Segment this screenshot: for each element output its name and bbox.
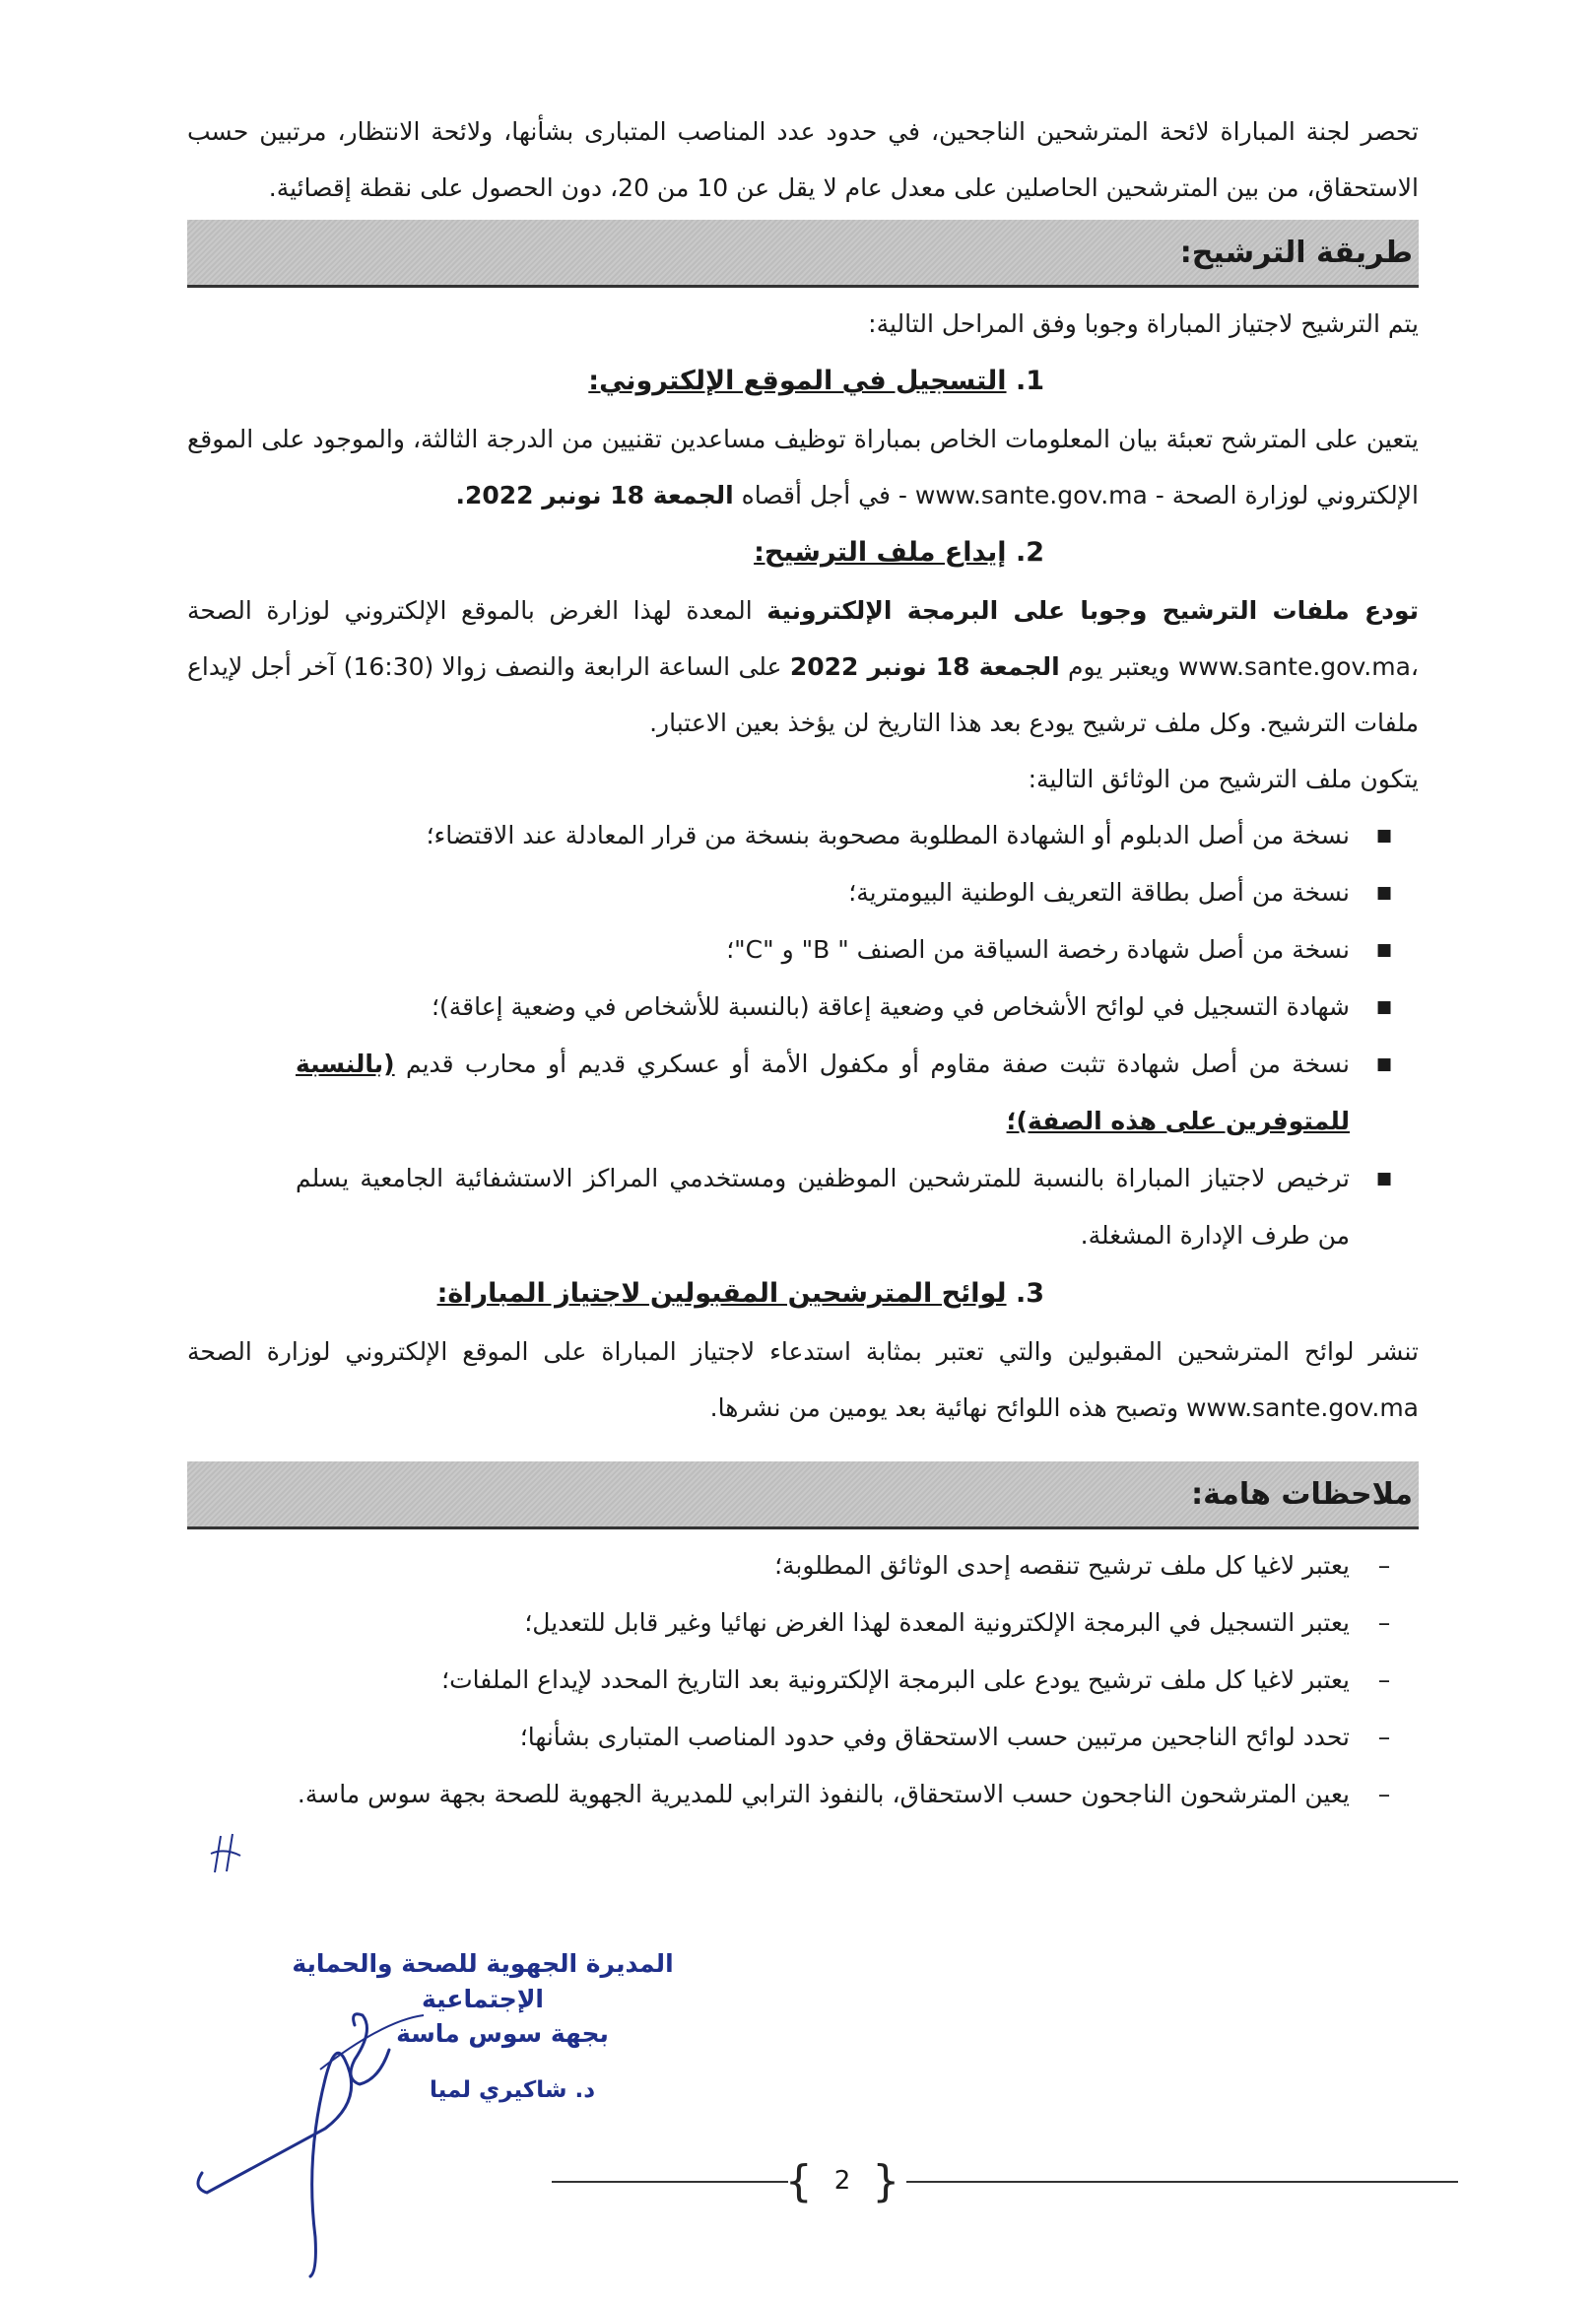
- document-item: [187, 1036, 1350, 1150]
- handwritten-signature: [187, 1991, 443, 2286]
- step-1-text-a: يتعين على المترشح تعبئة بيان المعلومات الخاص بمباراة توظيف مساعدين تقنيين من الدرجة الثالثة، والموجود على الموقع الإلكتروني لوزارة الصحة -: [187, 425, 1419, 509]
- step-1-text-b: - في أجل أقصاه: [741, 481, 907, 509]
- step-1-text: [187, 411, 1419, 523]
- note-item: يعتبر لاغيا كل ملف ترشيح تنقصه إحدى الوثائق المطلوبة؛: [774, 1551, 1350, 1580]
- list-item: [187, 1766, 1419, 1823]
- step-number: 3.: [1015, 1278, 1044, 1309]
- step-2-heading: [187, 523, 1419, 582]
- website-link[interactable]: www.sante.gov.ma: [1186, 1393, 1419, 1422]
- stamp-title: المديرة الجهوية للصحة والحماية الإجتماعية: [292, 1949, 674, 2013]
- document-item: ترخيص لاجتياز المباراة بالنسبة للمترشحين الموظفين ومستخدمي المراكز الاستشفائية الجامعية يسلم من طرف الإدارة المشغلة.: [296, 1164, 1350, 1250]
- document-body: [187, 103, 1419, 1823]
- document-item-note: (بالنسبة للمتوفرين على هذه الصفة)؛: [296, 1050, 1350, 1135]
- square-bullet-icon: ■: [1375, 997, 1393, 1017]
- bracket-right-icon: }: [784, 2155, 813, 2206]
- stamp-region: بجهة سوس ماسة: [396, 2019, 609, 2048]
- step-3-heading: [187, 1264, 1419, 1323]
- step-3-text: [187, 1323, 1419, 1436]
- step-2-text-b: ويعتبر يوم: [1067, 652, 1170, 681]
- step-2-deadline: الجمعة 18 نونبر 2022: [789, 652, 1060, 681]
- step-number: 1.: [1015, 366, 1044, 396]
- candidacy-intro: يتم الترشيح لاجتياز المباراة وجوبا وفق المراحل التالية:: [868, 309, 1419, 338]
- list-item: [187, 1709, 1419, 1766]
- bracket-left-icon: {: [872, 2155, 900, 2206]
- initials-mark: [207, 1828, 246, 1877]
- notes-list: [187, 1537, 1419, 1823]
- document-item: نسخة من أصل شهادة رخصة السياقة من الصنف " B" و "C"؛: [726, 935, 1350, 964]
- step-3-text-a: تنشر لوائح المترشحين المقبولين والتي تعتبر بمثابة استدعاء لاجتياز المباراة على الموقع الإلكتروني لوزارة الصحة: [187, 1337, 1419, 1366]
- square-bullet-icon: ■: [1375, 1054, 1393, 1074]
- step-3-text-b: وتصبح هذه اللوائح نهائية بعد يومين من نشرها.: [709, 1393, 1179, 1422]
- square-bullet-icon: ■: [1375, 1169, 1393, 1188]
- list-item: [187, 1652, 1419, 1709]
- documents-list: [187, 807, 1419, 1264]
- step-2-text-c: على الساعة الرابعة والنصف زوالا (16:30) آخر أجل لإيداع ملفات الترشيح. وكل ملف ترشيح يودع بعد هذا التاريخ لن يؤخذ بعين الاعتبار.: [187, 652, 1419, 737]
- square-bullet-icon: ■: [1375, 883, 1393, 903]
- list-item: [187, 979, 1419, 1036]
- step-1-heading: [187, 352, 1419, 411]
- square-bullet-icon: ■: [1375, 940, 1393, 960]
- step-1-deadline: الجمعة 18 نونبر 2022.: [455, 481, 734, 509]
- list-item: [187, 921, 1419, 979]
- dash-bullet-icon: –: [1377, 1608, 1391, 1637]
- section-title: طريقة الترشيح:: [1179, 235, 1413, 270]
- intro-paragraph: تحصر لجنة المباراة لائحة المترشحين الناجحين، في حدود عدد المناصب المتبارى بشأنها، ولائحة الانتظار، مرتبين حسب الاستحقاق، من بين المترشحين الحاصلين على معدل عام لا يقل عن 10 من 20، دون الحصول على نقطة إقصائية.: [187, 117, 1419, 202]
- page-number-box: [778, 2156, 906, 2205]
- section-title: ملاحظات هامة:: [1191, 1476, 1413, 1512]
- document-item: نسخة من أصل الدبلوم أو الشهادة المطلوبة مصحوبة بنسخة من قرار المعادلة عند الاقتضاء؛: [426, 821, 1350, 849]
- step-number: 2.: [1015, 537, 1044, 568]
- list-item: [187, 1537, 1419, 1594]
- dash-bullet-icon: –: [1377, 1665, 1391, 1694]
- step-2-text-bold: تودع ملفات الترشيح وجوبا على البرمجة الإلكترونية: [766, 596, 1420, 625]
- note-item: يعين المترشحون الناجحون حسب الاستحقاق، بالنفوذ الترابي للمديرية الجهوية للصحة بجهة سوس ماسة.: [297, 1780, 1350, 1808]
- section-header-notes: [187, 1461, 1419, 1529]
- list-item: [187, 1150, 1419, 1264]
- list-item: [187, 807, 1419, 864]
- footer-rule-left: [552, 2181, 788, 2183]
- step-title: إيداع ملف الترشيح:: [754, 537, 1007, 568]
- dash-bullet-icon: –: [1377, 1551, 1391, 1580]
- docs-intro: يتكون ملف الترشيح من الوثائق التالية:: [1028, 765, 1419, 793]
- page-number: 2: [833, 2166, 851, 2196]
- section-header-candidacy: [187, 220, 1419, 288]
- square-bullet-icon: ■: [1375, 826, 1393, 846]
- list-item: [187, 1594, 1419, 1652]
- step-title: لوائح المترشحين المقبولين لاجتياز المباراة:: [436, 1278, 1007, 1309]
- website-link[interactable]: www.sante.gov.ma: [914, 481, 1148, 509]
- note-item: يعتبر التسجيل في البرمجة الإلكترونية المعدة لهذا الغرض نهائيا وغير قابل للتعديل؛: [524, 1608, 1350, 1637]
- website-link[interactable]: www.sante.gov.ma،: [1177, 652, 1419, 681]
- stamp-signatory: د. شاكيري لميا: [429, 2077, 596, 2103]
- step-2-text-a: المعدة لهذا الغرض بالموقع الإلكتروني لوزارة الصحة: [187, 596, 753, 625]
- list-item: [187, 864, 1419, 921]
- dash-bullet-icon: –: [1377, 1780, 1391, 1808]
- list-item: [187, 1036, 1419, 1150]
- step-title: التسجيل في الموقع الإلكتروني:: [588, 366, 1007, 396]
- note-item: يعتبر لاغيا كل ملف ترشيح يودع على البرمجة الإلكترونية بعد التاريخ المحدد لإيداع الملفات؛: [441, 1665, 1350, 1694]
- document-item: شهادة التسجيل في لوائح الأشخاص في وضعية إعاقة (بالنسبة للأشخاص في وضعية إعاقة)؛: [432, 992, 1350, 1021]
- step-2-text: [187, 582, 1419, 751]
- dash-bullet-icon: –: [1377, 1723, 1391, 1751]
- document-item: نسخة من أصل بطاقة التعريف الوطنية البيومترية؛: [848, 878, 1350, 907]
- note-item: تحدد لوائح الناجحين مرتبين حسب الاستحقاق وفي حدود المناصب المتبارى بشأنها؛: [519, 1723, 1350, 1751]
- footer-rule-right: [906, 2181, 1458, 2183]
- document-item-text: نسخة من أصل شهادة تثبت صفة مقاوم أو مكفول الأمة أو عسكري قديم أو محارب قديم: [405, 1050, 1350, 1078]
